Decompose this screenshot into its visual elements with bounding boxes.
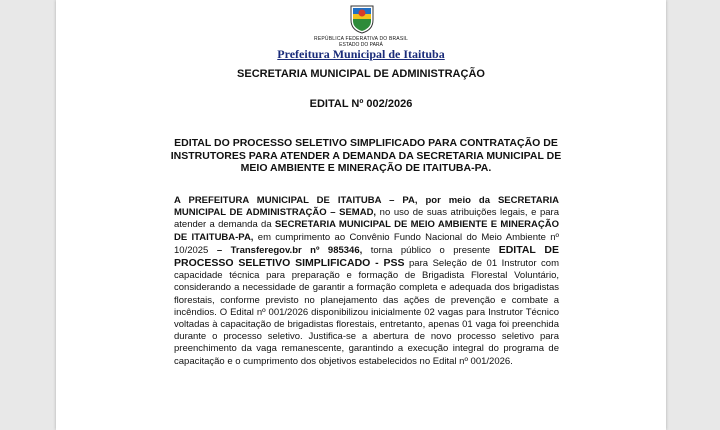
secretaria-heading: SECRETARIA MUNICIPAL DE ADMINISTRAÇÃO bbox=[237, 68, 485, 80]
body-part-7: EDITAL DE PROCESSO SELETIVO SIMPLIFICADO - PSS bbox=[174, 243, 559, 270]
body-part-1: A PREFEITURA MUNICIPAL DE ITAITUBA – PA, por meio da SECRETARIA MUNICIPAL DE ADMINISTRAÇÃO – SEMAD, bbox=[174, 195, 559, 219]
edital-subject: EDITAL DO PROCESSO SELETIVO SIMPLIFICADO PARA CONTRATAÇÃO DE INSTRUTORES PARA ATENDER A DEMANDA DA SECRETARIA MUNICIPAL DE MEIO AMBIENTE E MINERAÇÃO DE ITAITUBA-PA. bbox=[170, 137, 562, 174]
republic-label: REPÚBLICA FEDERATIVA DO BRASIL bbox=[314, 36, 408, 42]
edital-number: EDITAL Nº 002/2026 bbox=[309, 98, 413, 110]
municipal-crest-icon bbox=[349, 4, 375, 34]
document-page bbox=[56, 0, 666, 430]
prefeitura-title: Prefeitura Municipal de Itaituba bbox=[277, 47, 445, 61]
edital-body bbox=[174, 195, 559, 368]
body-part-3: SECRETARIA MUNICIPAL DE MEIO AMBIENTE E MINERAÇÃO DE ITAITUBA-PA, bbox=[174, 219, 559, 243]
state-label: ESTADO DO PARÁ bbox=[339, 42, 383, 48]
body-part-8: para Seleção de 01 Instrutor com capacidade técnica para preparação e formação de Brigadista Florestal Voluntário, considerando a necessidade de garantir a formação completa e adequada dos brigadistas florestais, conforme previsto no planejamento das ações de prevenção e combate a incêndios. O Edital nº 001/2026 disponibilizou inicialmente 02 vagas para Instrutor Técnico voltadas à capacitação de brigadistas florestais, entretanto, apenas 01 vaga foi preenchida durante o processo seletivo. Justifica-se a abertura de novo processo seletivo para preenchimento da vaga remanescente, garantindo a execução integral do programa de capacitação e o cumprimento dos objetivos estabelecidos no Edital nº 001/2026. bbox=[174, 258, 560, 367]
body-part-6: torna público o presente bbox=[362, 244, 499, 256]
body-part-5: – Transferegov.br nº 985346, bbox=[216, 244, 363, 256]
body-part-2: no uso de suas atribuições legais, e para atender a demanda da bbox=[174, 207, 559, 231]
body-part-4: em cumprimento ao Convênio Fundo Nacional do Meio Ambiente nº 10/2025 bbox=[174, 231, 559, 256]
